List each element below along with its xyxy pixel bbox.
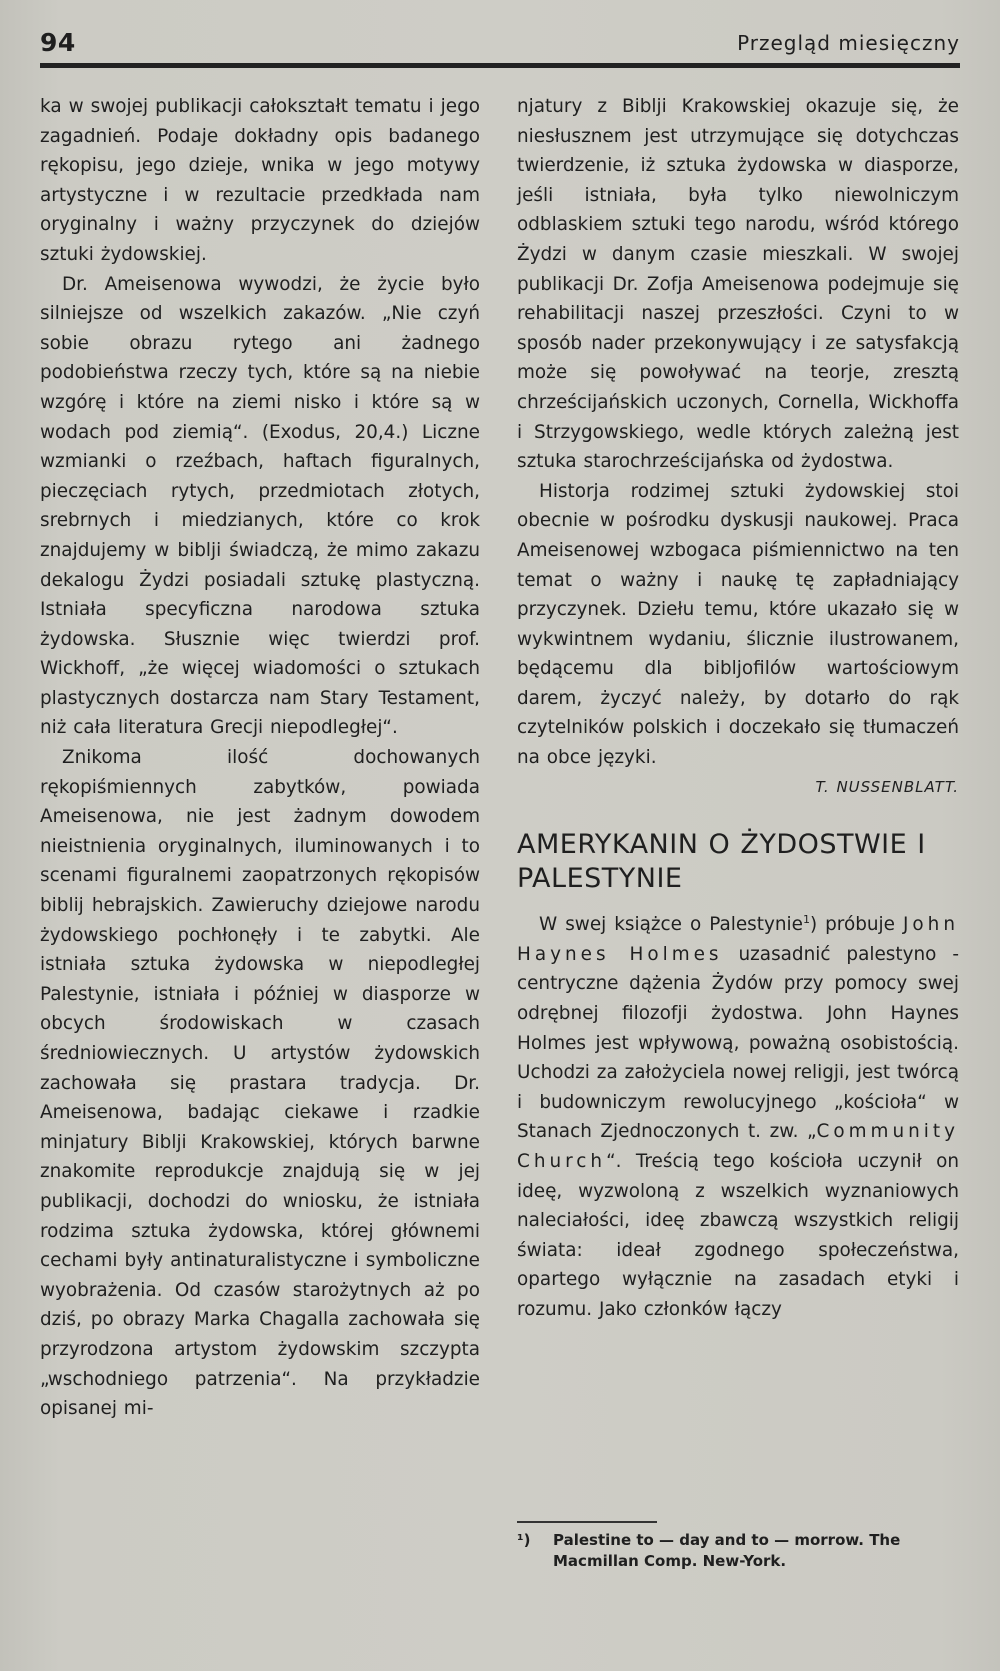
page-number: 94 <box>40 28 76 57</box>
paragraph <box>517 910 959 1324</box>
author-signature: T. NUSSENBLATT. <box>815 777 959 796</box>
page-header <box>40 28 960 58</box>
paragraph-text: uzasadnić palestyno - centryczne dążenia Żydów przy pomocy swej odrębnej filozofji żydostwa. John Haynes Holmes jest wpływową, poważną osobistością. Uchodzi za założyciela nowej religji, jest twórcą i budowniczym rewolucyjnego „kościoła“ w Stanach Zjednoczonych t. zw. „ <box>517 943 959 1143</box>
paragraph: Dr. Ameisenowa wywodzi, że życie było silniejsze od wszelkich zakazów. „Nie czyń sobie obrazu rytego ani żadnego podobieństwa rzeczy tych, które są na niebie wzgórę i które na ziemi nisko i które są w wodach pod ziemią“. (Exodus, 20,4.) Liczne wzmianki o rzeźbach, haftach figuralnych, pieczęciach rytych, przedmiotach złotych, srebrnych i miedzianych, które co krok znajdujemy w biblji świadczą, że mimo zakazu dekalogu Żydzi posiadali sztukę plastyczną. Istniała specyficzna narodowa sztuka żydowska. Słusznie więc twierdzi prof. Wickhoff, „że więcej wiadomości o sztukach plastycznych dostarcza nam Stary Testament, niż cała literatura Grecji niepodległej“. <box>40 273 480 739</box>
paragraph: ka w swojej publikacji całokształt tematu i jego zagadnień. Podaje dokładny opis badanego rękopisu, jego dzieje, wnika w jego motywy artystyczne i w rezultacie przedkłada nam oryginalny i ważny przyczynek do dziejów sztuki żydowskiej. <box>40 96 480 265</box>
footnote-line: Palestine to — day and to — morrow. The <box>553 1531 901 1549</box>
paragraph-text: “. Treścią tego kościoła uczynił on ideę, wyzwoloną z wszelkich wyznaniowych naleciałości, ideę zbawczą wszystkich religij świata: ideał zgodnego społeczeństwa, opartego wyłącznie na zasadach etyki i rozumu. Jako członków łączy <box>517 1151 959 1320</box>
paragraph-text: ) próbuje <box>809 914 895 936</box>
article-title: AMERYKANIN O ŻYDOSTWIE I PALESTYNIE <box>517 829 926 895</box>
footnote-reference: 1 <box>802 913 810 927</box>
paragraph: Znikoma ilość dochowanych rękopiśmiennych zabytków, powiada Ameisenowa, nie jest żadnym dowodem nieistnienia oryginalnych, iluminowanych i to scenami figuralnemi zaopatrzonych rękopisów biblij hebrajskich. Zawieruchy dziejowe narodu żydowskiego pochłonęły i te zabytki. Ale istniała sztuka żydowska w niepodległej Palestynie, istniała i później w diasporze w obcych środowiskach w czasach średniowiecznych. U artystów żydowskich zachowała się prastara tradycja. Dr. Ameisenowa, badając ciekawe i rzadkie minjatury Biblji Krakowskiej, których barwne znakomite reprodukcje znajdują się w jej publikacji, dochodzi do wniosku, że istniała rodzima sztuka żydowska, której głównemi cechami były antinaturalistyczne i symboliczne wyobrażenia. Od czasów starożytnych aż po dziś, po obrazy Marka Chagalla zachowała się przyrodzona artystom żydowskim szczypta „wschodniego patrzenia“. Na przykładzie opisanej mi- <box>40 747 480 1420</box>
right-column <box>517 92 959 1325</box>
church-name: Community Church <box>517 1121 959 1172</box>
author-name: John Haynes Holmes <box>517 914 959 965</box>
footnote-rule <box>517 1521 657 1523</box>
footnote-mark: ¹) <box>517 1531 531 1549</box>
header-rule <box>40 63 960 68</box>
left-column <box>40 92 480 1424</box>
running-head: Przegląd miesięczny <box>737 31 960 55</box>
footnote-line: Macmillan Comp. New-York. <box>553 1552 787 1570</box>
paragraph: njatury z Biblji Krakowskiej okazuje się, że niesłusznem jest utrzymujące się dotychczas twierdzenie, iż sztuka żydowska w diasporze, jeśli istniała, była tylko niewolniczym odblaskiem sztuki tego narodu, wśród którego Żydzi w danym czasie mieszkali. W swojej publikacji Dr. Zofja Ameisenowa podejmuje się rehabilitacji naszej przeszłości. Czyni to w sposób nader przekonywujący i ze satysfakcją może się powoływać na teorje, zresztą chrześcijańskich uczonych, Cornella, Wickhoffa i Strzygowskiego, wedle których zależną jest sztuka starochrześcijańska od żydostwa. <box>517 96 959 473</box>
paragraph-text: W swej książce o Palestynie <box>539 914 803 936</box>
footnote <box>517 1530 959 1572</box>
paragraph: Historja rodzimej sztuki żydowskiej stoi obecnie w pośrodku dyskusji naukowej. Praca Ameisenowej wzbogaca piśmiennictwo na ten temat o ważny i naukę tę zapładniający przyczynek. Dziełu temu, które ukazało się w wykwintnem wydaniu, ślicznie ilustrowanem, będącemu dla bibljofilów wartościowym darem, życzyć należy, by dotarło do rąk czytelników polskich i doczekało się tłumaczeń na obce języki. <box>517 480 959 769</box>
